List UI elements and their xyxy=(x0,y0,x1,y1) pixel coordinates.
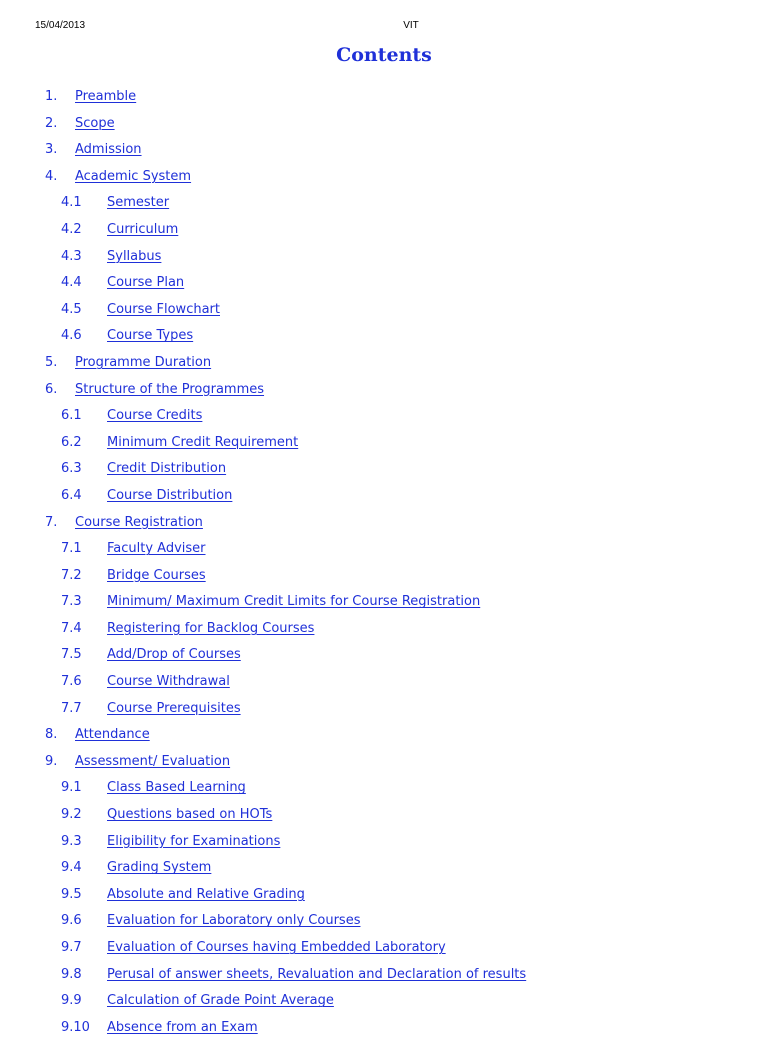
site-name: VIT xyxy=(403,20,419,31)
toc-entry-label: Course Distribution xyxy=(107,487,233,503)
toc-entry-number: 6.1 xyxy=(61,408,82,424)
toc-entry xyxy=(0,752,768,779)
toc-link[interactable] xyxy=(61,645,241,665)
toc-entry-label: Evaluation for Laboratory only Courses xyxy=(107,913,361,929)
toc-entry-number: 7.2 xyxy=(61,567,82,583)
toc-entry-number: 9.2 xyxy=(61,807,82,823)
toc-entry-number: 9.1 xyxy=(61,780,82,796)
toc-entry xyxy=(0,300,768,327)
toc-entry-label: Questions based on HOTs xyxy=(107,807,273,823)
toc-entry xyxy=(0,273,768,300)
toc-link[interactable] xyxy=(61,486,232,506)
toc-link[interactable] xyxy=(61,273,184,293)
toc-link[interactable] xyxy=(61,938,446,958)
toc-link[interactable] xyxy=(61,406,202,426)
toc-entry-number: 9.9 xyxy=(61,993,82,1009)
toc-entry-label: Faculty Adviser xyxy=(107,541,206,557)
toc-entry-number: 7.3 xyxy=(61,594,82,610)
toc-entry xyxy=(0,513,768,540)
table-of-contents xyxy=(0,87,768,1044)
toc-entry-number: 7.4 xyxy=(61,620,82,636)
toc-link[interactable] xyxy=(61,539,206,559)
toc-entry-label: Registering for Backlog Courses xyxy=(107,620,315,636)
toc-link[interactable] xyxy=(45,513,203,533)
toc-entry-label: Add/Drop of Courses xyxy=(107,647,241,663)
toc-link[interactable] xyxy=(45,725,150,745)
toc-link[interactable] xyxy=(45,140,142,160)
toc-entry xyxy=(0,380,768,407)
toc-entry xyxy=(0,672,768,699)
toc-entry-number: 7.5 xyxy=(61,647,82,663)
toc-link[interactable] xyxy=(45,353,211,373)
toc-entry xyxy=(0,326,768,353)
toc-entry-label: Academic System xyxy=(75,168,192,184)
toc-entry-label: Minimum Credit Requirement xyxy=(107,434,299,450)
toc-entry-number: 4.6 xyxy=(61,328,82,344)
toc-entry xyxy=(0,778,768,805)
toc-entry xyxy=(0,911,768,938)
toc-entry-label: Absence from an Exam xyxy=(107,1019,258,1035)
toc-link[interactable] xyxy=(61,805,272,825)
toc-entry xyxy=(0,991,768,1018)
toc-link[interactable] xyxy=(61,619,314,639)
toc-entry xyxy=(0,858,768,885)
toc-entry xyxy=(0,1018,768,1044)
toc-link[interactable] xyxy=(61,991,334,1011)
toc-link[interactable] xyxy=(61,300,220,320)
toc-link[interactable] xyxy=(61,592,480,612)
toc-entry-number: 6.2 xyxy=(61,434,82,450)
toc-link[interactable] xyxy=(61,566,206,586)
toc-entry-label: Perusal of answer sheets, Revaluation and Declaration of results xyxy=(107,966,527,982)
toc-link[interactable] xyxy=(45,114,115,134)
toc-entry xyxy=(0,592,768,619)
toc-entry xyxy=(0,87,768,114)
toc-entry-label: Bridge Courses xyxy=(107,567,206,583)
toc-entry-number: 7.6 xyxy=(61,674,82,690)
toc-entry-number: 7.7 xyxy=(61,700,82,716)
toc-entry-label: Eligibility for Examinations xyxy=(107,833,281,849)
toc-entry-number: 4.4 xyxy=(61,275,82,291)
toc-link[interactable] xyxy=(61,778,246,798)
toc-entry-number: 7.1 xyxy=(61,541,82,557)
toc-entry-number: 3. xyxy=(45,142,58,158)
toc-entry xyxy=(0,247,768,274)
toc-link[interactable] xyxy=(61,220,178,240)
toc-entry-label: Admission xyxy=(75,142,142,158)
toc-entry xyxy=(0,566,768,593)
toc-link[interactable] xyxy=(45,380,264,400)
toc-entry-label: Scope xyxy=(75,115,115,131)
toc-entry-number: 9.10 xyxy=(61,1019,90,1035)
toc-entry-number: 4.2 xyxy=(61,221,82,237)
toc-entry-label: Preamble xyxy=(75,89,137,104)
toc-entry-label: Course Withdrawal xyxy=(107,674,230,690)
toc-entry-number: 9.8 xyxy=(61,966,82,982)
toc-entry-number: 9.3 xyxy=(61,833,82,849)
toc-entry xyxy=(0,114,768,141)
toc-entry-number: 6.3 xyxy=(61,461,82,477)
toc-entry-number: 6. xyxy=(45,381,58,397)
print-date: 15/04/2013 xyxy=(35,20,86,31)
toc-entry xyxy=(0,433,768,460)
toc-entry-label: Semester xyxy=(107,195,170,211)
toc-entry xyxy=(0,805,768,832)
toc-entry-number: 7. xyxy=(45,514,58,530)
toc-entry-label: Programme Duration xyxy=(75,354,212,370)
toc-entry-number: 4.1 xyxy=(61,195,82,211)
toc-entry xyxy=(0,140,768,167)
toc-entry-label: Minimum/ Maximum Credit Limits for Course Registration xyxy=(107,594,481,610)
toc-entry-number: 9.6 xyxy=(61,913,82,929)
toc-entry xyxy=(0,965,768,992)
toc-entry xyxy=(0,353,768,380)
toc-entry-label: Course Registration xyxy=(75,514,203,530)
toc-entry-number: 1. xyxy=(45,89,58,104)
toc-link[interactable] xyxy=(61,832,280,852)
toc-entry-number: 4. xyxy=(45,168,58,184)
toc-entry-label: Grading System xyxy=(107,860,212,876)
toc-entry-label: Syllabus xyxy=(107,248,162,264)
toc-entry xyxy=(0,832,768,859)
toc-entry-label: Evaluation of Courses having Embedded Laboratory xyxy=(107,940,446,955)
toc-entry-label: Credit Distribution xyxy=(107,461,227,477)
toc-entry-label: Curriculum xyxy=(107,221,179,237)
toc-entry xyxy=(0,645,768,672)
toc-entry xyxy=(0,193,768,220)
toc-entry-label: Class Based Learning xyxy=(107,780,246,796)
toc-link[interactable] xyxy=(61,1018,258,1038)
toc-link[interactable] xyxy=(61,193,169,213)
toc-entry-number: 2. xyxy=(45,115,58,131)
toc-entry-label: Course Flowchart xyxy=(107,301,220,317)
toc-entry xyxy=(0,539,768,566)
toc-entry xyxy=(0,725,768,752)
toc-entry xyxy=(0,406,768,433)
toc-entry-number: 9. xyxy=(45,753,58,769)
toc-entry-number: 4.5 xyxy=(61,301,82,317)
toc-entry-label: Calculation of Grade Point Average xyxy=(107,993,334,1009)
toc-entry-number: 9.4 xyxy=(61,860,82,876)
toc-link[interactable] xyxy=(45,167,191,187)
toc-entry xyxy=(0,486,768,513)
toc-entry-number: 4.3 xyxy=(61,248,82,264)
toc-entry-label: Structure of the Programmes xyxy=(75,381,265,397)
toc-link[interactable] xyxy=(61,885,305,905)
toc-entry xyxy=(0,699,768,726)
toc-entry xyxy=(0,938,768,965)
toc-entry-label: Absolute and Relative Grading xyxy=(107,886,305,902)
toc-entry-label: Attendance xyxy=(75,727,150,743)
toc-entry-number: 8. xyxy=(45,727,58,743)
toc-link[interactable] xyxy=(61,911,360,931)
toc-entry-number: 6.4 xyxy=(61,487,82,503)
toc-link[interactable] xyxy=(61,699,241,719)
toc-entry xyxy=(0,220,768,247)
toc-entry-label: Course Plan xyxy=(107,275,185,291)
toc-entry xyxy=(0,459,768,486)
toc-entry-number: 9.7 xyxy=(61,940,82,955)
toc-entry-number: 5. xyxy=(45,354,58,370)
toc-link[interactable] xyxy=(61,247,161,267)
toc-entry-label: Course Prerequisites xyxy=(107,700,241,716)
toc-link[interactable] xyxy=(61,858,211,878)
toc-link[interactable] xyxy=(45,752,230,772)
toc-entry-label: Assessment/ Evaluation xyxy=(75,753,231,769)
toc-link[interactable] xyxy=(45,87,136,107)
toc-link[interactable] xyxy=(61,965,526,985)
toc-entry-label: Course Credits xyxy=(107,408,203,424)
toc-entry-number: 9.5 xyxy=(61,886,82,902)
page-title: Contents xyxy=(336,44,432,66)
toc-link[interactable] xyxy=(61,459,226,479)
page-header xyxy=(0,18,768,34)
toc-entry xyxy=(0,619,768,646)
toc-entry-label: Course Types xyxy=(107,328,194,344)
toc-entry xyxy=(0,885,768,912)
toc-link[interactable] xyxy=(61,433,298,453)
toc-link[interactable] xyxy=(61,672,230,692)
toc-entry xyxy=(0,167,768,194)
toc-link[interactable] xyxy=(61,326,193,346)
